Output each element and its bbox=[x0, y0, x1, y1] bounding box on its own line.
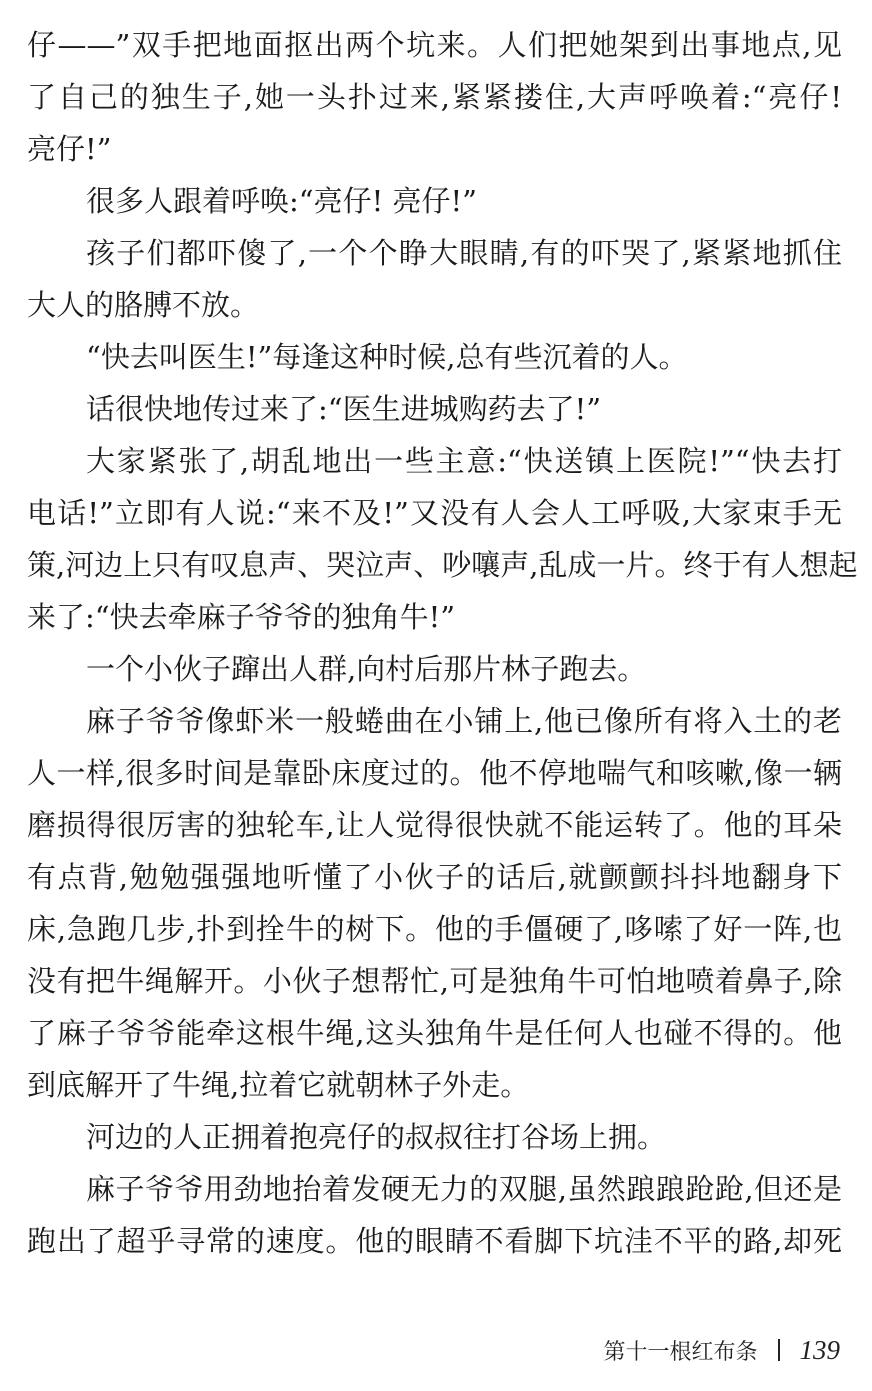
page-number: 139 bbox=[799, 1334, 840, 1365]
text-line: 人一样,很多时间是靠卧床度过的。他不停地喘气和咳嗽,像一辆 bbox=[27, 756, 842, 790]
text-line: “快去叫医生!”每逢这种时候,总有些沉着的人。 bbox=[86, 340, 688, 374]
text-line: 来了:“快去牵麻子爷爷的独角牛!” bbox=[27, 600, 456, 634]
text-line: 河边的人正拥着抱亮仔的叔叔往打谷场上拥。 bbox=[86, 1120, 667, 1154]
text-line: 有点背,勉勉强强地听懂了小伙子的话后,就颤颤抖抖地翻身下 bbox=[27, 860, 842, 894]
text-line: 了麻子爷爷能牵这根牛绳,这头独角牛是任何人也碰不得的。他 bbox=[27, 1016, 842, 1050]
text-line: 亮仔!” bbox=[27, 132, 112, 166]
text-line: 跑出了超乎寻常的速度。他的眼睛不看脚下坑洼不平的路,却死 bbox=[27, 1224, 842, 1258]
page-footer bbox=[603, 1330, 840, 1370]
text-line: 磨损得很厉害的独轮车,让人觉得很快就不能运转了。他的耳朵 bbox=[27, 808, 842, 842]
text-line: 一个小伙子蹿出人群,向村后那片林子跑去。 bbox=[86, 652, 647, 686]
text-line: 到底解开了牛绳,拉着它就朝林子外走。 bbox=[27, 1068, 530, 1102]
text-line: 了自己的独生子,她一头扑过来,紧紧搂住,大声呼唤着:“亮仔! bbox=[27, 80, 842, 114]
text-line: 大家紧张了,胡乱地出一些主意:“快送镇上医院!”“快去打 bbox=[86, 444, 842, 478]
footer-divider bbox=[778, 1339, 780, 1361]
text-line: 话很快地传过来了:“医生进城购药去了!” bbox=[86, 392, 602, 426]
text-line: 麻子爷爷用劲地抬着发硬无力的双腿,虽然踉踉跄跄,但还是 bbox=[86, 1172, 842, 1206]
text-line: 床,急跑几步,扑到拴牛的树下。他的手僵硬了,哆嗦了好一阵,也 bbox=[27, 912, 842, 946]
text-line: 仔——”双手把地面抠出两个坑来。人们把她架到出事地点,见 bbox=[27, 28, 842, 62]
running-chapter-title: 第十一根红布条 bbox=[603, 1339, 758, 1365]
text-line: 大人的胳膊不放。 bbox=[27, 288, 260, 322]
text-line: 电话!”立即有人说:“来不及!”又没有人会人工呼吸,大家束手无 bbox=[27, 496, 842, 530]
text-line: 很多人跟着呼唤:“亮仔! 亮仔!” bbox=[86, 184, 477, 218]
text-line: 策,河边上只有叹息声、哭泣声、吵嚷声,乱成一片。终于有人想起 bbox=[27, 548, 858, 582]
body-text bbox=[27, 19, 858, 1267]
text-line: 没有把牛绳解开。小伙子想帮忙,可是独角牛可怕地喷着鼻子,除 bbox=[27, 964, 842, 998]
text-line: 麻子爷爷像虾米一般蜷曲在小铺上,他已像所有将入土的老 bbox=[86, 704, 842, 738]
text-line: 孩子们都吓傻了,一个个睁大眼睛,有的吓哭了,紧紧地抓住 bbox=[86, 236, 842, 270]
